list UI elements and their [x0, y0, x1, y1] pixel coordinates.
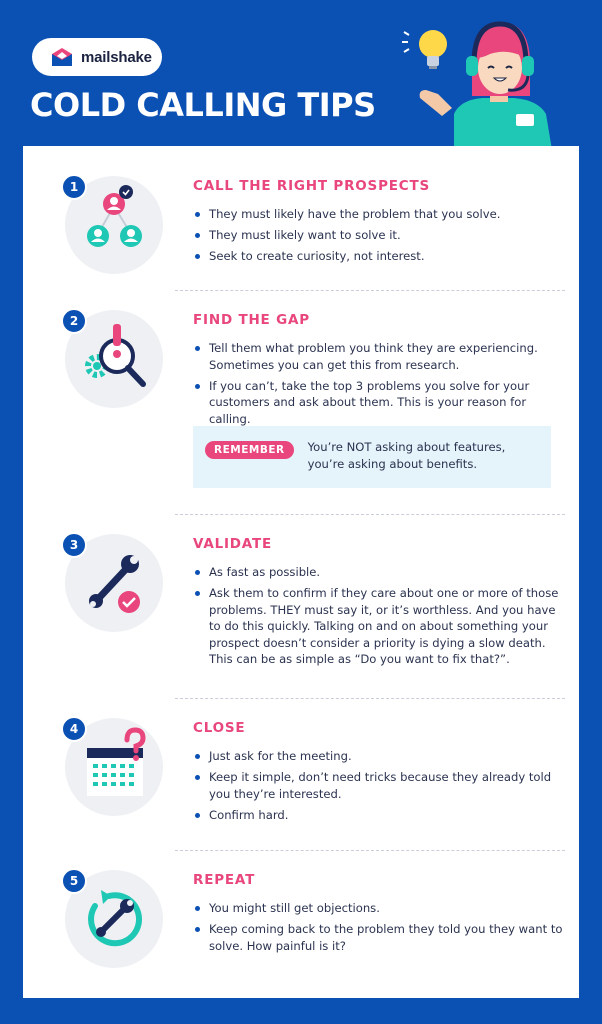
step-number-badge: 3 [61, 532, 87, 558]
lightbulb-icon [402, 30, 447, 69]
step-number-badge: 5 [61, 868, 87, 894]
list-item: Seek to create curiosity, not interest. [193, 248, 563, 265]
bullet-list [193, 748, 563, 828]
page-title: COLD CALLING TIPS [30, 86, 376, 124]
step-number-badge: 4 [61, 716, 87, 742]
bullet-list [193, 206, 563, 269]
list-item: Ask them to confirm if they care about one or more of those problems. THEY must say it, or it’s worthless. And you have to do this quickly. Talking on and on about something your prospect doesn’t consider a priority is dying a slow death. This can be as simple as “Do you want to fix that?”. [193, 585, 563, 668]
mailshake-logo-icon [50, 46, 74, 68]
section-title: CLOSE [193, 720, 246, 736]
tip-section-1 [23, 146, 579, 290]
list-item: Keep it simple, don’t need tricks because they already told you they’re interested. [193, 769, 563, 802]
list-item: They must likely want to solve it. [193, 227, 563, 244]
list-item: Keep coming back to the problem they told you they want to solve. How painful is it? [193, 921, 563, 954]
tip-section-3 [23, 514, 579, 698]
support-agent-illustration [390, 14, 590, 150]
tip-section-5 [23, 850, 579, 998]
bullet-list [193, 340, 563, 432]
section-title: FIND THE GAP [193, 312, 310, 328]
list-item: As fast as possible. [193, 564, 563, 581]
brand-logo [32, 38, 162, 76]
tips-card [23, 146, 579, 998]
step-number-badge: 1 [61, 174, 87, 200]
brand-name: mailshake [81, 48, 152, 66]
list-item: Confirm hard. [193, 807, 563, 824]
tip-section-4 [23, 698, 579, 850]
section-title: CALL THE RIGHT PROSPECTS [193, 178, 431, 194]
step-number-badge: 2 [61, 308, 87, 334]
remember-badge: REMEMBER [205, 441, 294, 459]
list-item: Just ask for the meeting. [193, 748, 563, 765]
list-item: You might still get objections. [193, 900, 563, 917]
tip-section-2 [23, 290, 579, 514]
section-title: REPEAT [193, 872, 256, 888]
bullet-list [193, 900, 563, 959]
remember-callout [193, 426, 551, 488]
list-item: If you can’t, take the top 3 problems you solve for your customers and ask about them. This is your reason for calling. [193, 378, 563, 428]
section-title: VALIDATE [193, 536, 273, 552]
bullet-list [193, 564, 563, 672]
remember-text: You’re NOT asking about features, you’re asking about benefits. [307, 440, 506, 471]
list-item: They must likely have the problem that you solve. [193, 206, 563, 223]
list-item: Tell them what problem you think they are experiencing. Sometimes you can get this from research. [193, 340, 563, 373]
